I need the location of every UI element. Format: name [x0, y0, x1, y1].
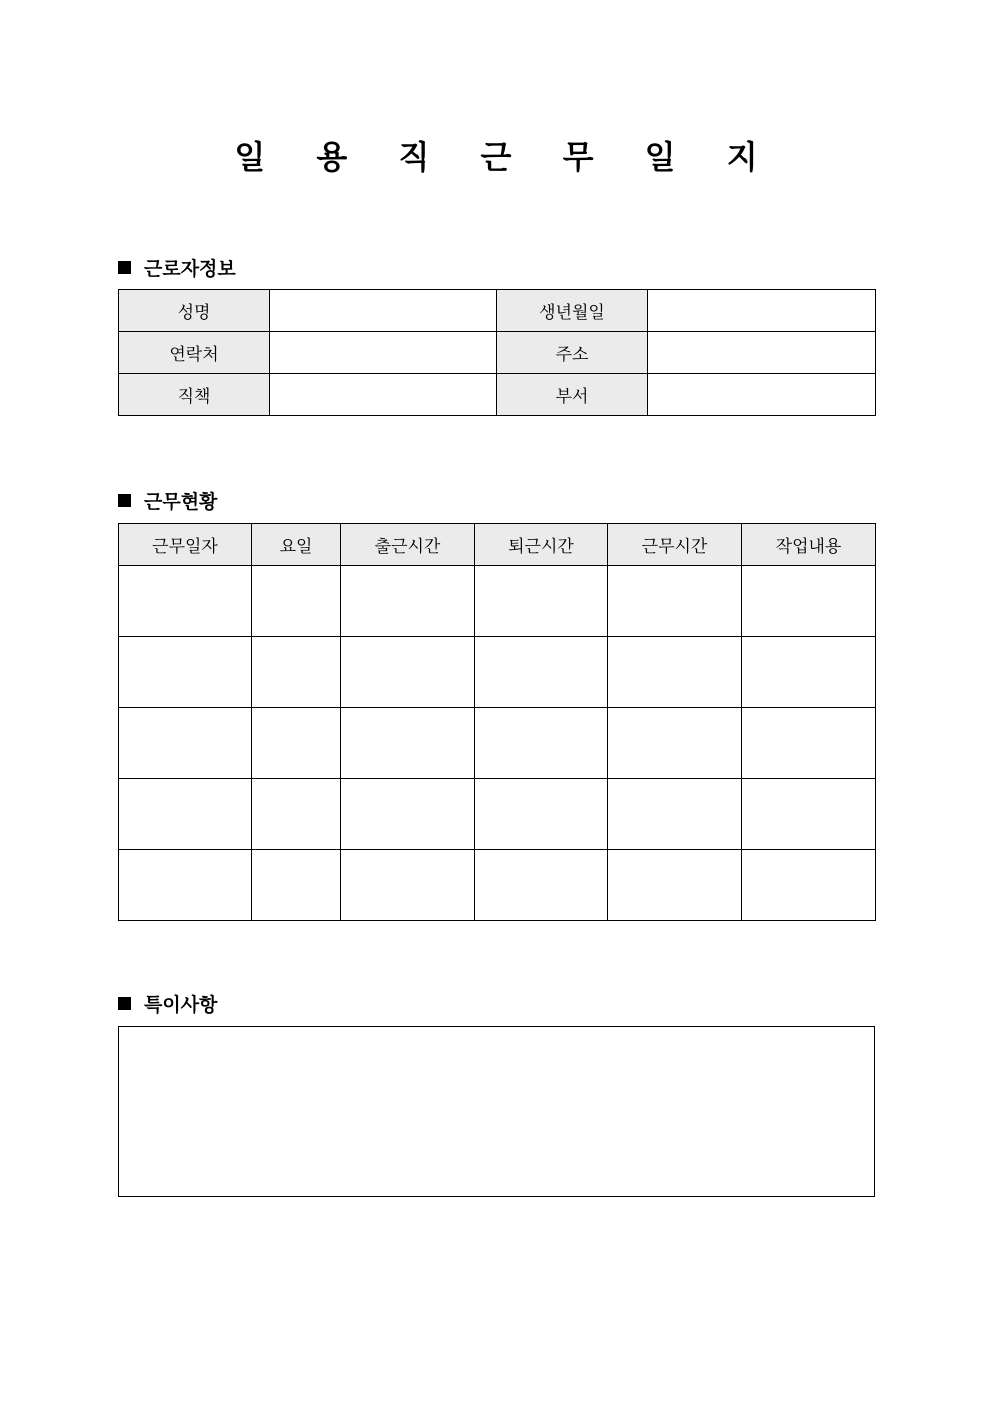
clock-in-cell[interactable]: [341, 850, 475, 921]
worker-info-heading-text: 근로자정보: [144, 258, 236, 280]
name-label: 성명: [119, 290, 270, 332]
contact-field[interactable]: [270, 332, 497, 374]
weekday-cell[interactable]: [252, 779, 341, 850]
remarks-field[interactable]: [118, 1026, 875, 1197]
task-cell[interactable]: [742, 850, 876, 921]
column-header-clock-in: 출근시간: [341, 524, 475, 566]
clock-out-cell[interactable]: [475, 779, 608, 850]
work-hours-cell[interactable]: [608, 708, 742, 779]
remarks-heading-text: 특이사항: [144, 994, 218, 1016]
square-bullet-icon: [118, 494, 131, 507]
square-bullet-icon: [118, 997, 131, 1010]
work-hours-cell[interactable]: [608, 850, 742, 921]
department-field[interactable]: [648, 374, 876, 416]
task-cell[interactable]: [742, 637, 876, 708]
worker-info-row: [119, 374, 876, 416]
work-status-heading: [118, 487, 217, 514]
department-label: 부서: [497, 374, 648, 416]
column-header-work-hours: 근무시간: [608, 524, 742, 566]
address-label: 주소: [497, 332, 648, 374]
work-date-cell[interactable]: [119, 708, 252, 779]
task-cell[interactable]: [742, 566, 876, 637]
worker-info-heading: [118, 254, 236, 281]
worker-info-row: [119, 332, 876, 374]
clock-in-cell[interactable]: [341, 779, 475, 850]
position-label: 직책: [119, 374, 270, 416]
table-row: [119, 850, 876, 921]
work-date-cell[interactable]: [119, 850, 252, 921]
table-row: [119, 708, 876, 779]
work-status-table: [118, 523, 876, 921]
clock-out-cell[interactable]: [475, 850, 608, 921]
work-hours-cell[interactable]: [608, 637, 742, 708]
clock-out-cell[interactable]: [475, 708, 608, 779]
contact-label: 연락처: [119, 332, 270, 374]
square-bullet-icon: [118, 261, 131, 274]
birthdate-field[interactable]: [648, 290, 876, 332]
table-row: [119, 566, 876, 637]
task-cell[interactable]: [742, 708, 876, 779]
weekday-cell[interactable]: [252, 708, 341, 779]
work-hours-cell[interactable]: [608, 779, 742, 850]
column-header-work-date: 근무일자: [119, 524, 252, 566]
column-header-weekday: 요일: [252, 524, 341, 566]
clock-out-cell[interactable]: [475, 637, 608, 708]
work-date-cell[interactable]: [119, 566, 252, 637]
name-field[interactable]: [270, 290, 497, 332]
table-row: [119, 637, 876, 708]
document-title: 일 용 직 근 무 일 지: [234, 138, 778, 176]
work-date-cell[interactable]: [119, 637, 252, 708]
remarks-heading: [118, 990, 217, 1017]
work-date-cell[interactable]: [119, 779, 252, 850]
task-cell[interactable]: [742, 779, 876, 850]
birthdate-label: 생년월일: [497, 290, 648, 332]
address-field[interactable]: [648, 332, 876, 374]
work-hours-cell[interactable]: [608, 566, 742, 637]
clock-in-cell[interactable]: [341, 708, 475, 779]
worker-info-row: [119, 290, 876, 332]
weekday-cell[interactable]: [252, 566, 341, 637]
column-header-task: 작업내용: [742, 524, 876, 566]
table-row: [119, 779, 876, 850]
worker-info-table: [118, 289, 876, 416]
clock-in-cell[interactable]: [341, 566, 475, 637]
work-status-header-row: [119, 524, 876, 566]
clock-in-cell[interactable]: [341, 637, 475, 708]
weekday-cell[interactable]: [252, 850, 341, 921]
column-header-clock-out: 퇴근시간: [475, 524, 608, 566]
work-status-heading-text: 근무현황: [144, 491, 218, 513]
weekday-cell[interactable]: [252, 637, 341, 708]
clock-out-cell[interactable]: [475, 566, 608, 637]
position-field[interactable]: [270, 374, 497, 416]
